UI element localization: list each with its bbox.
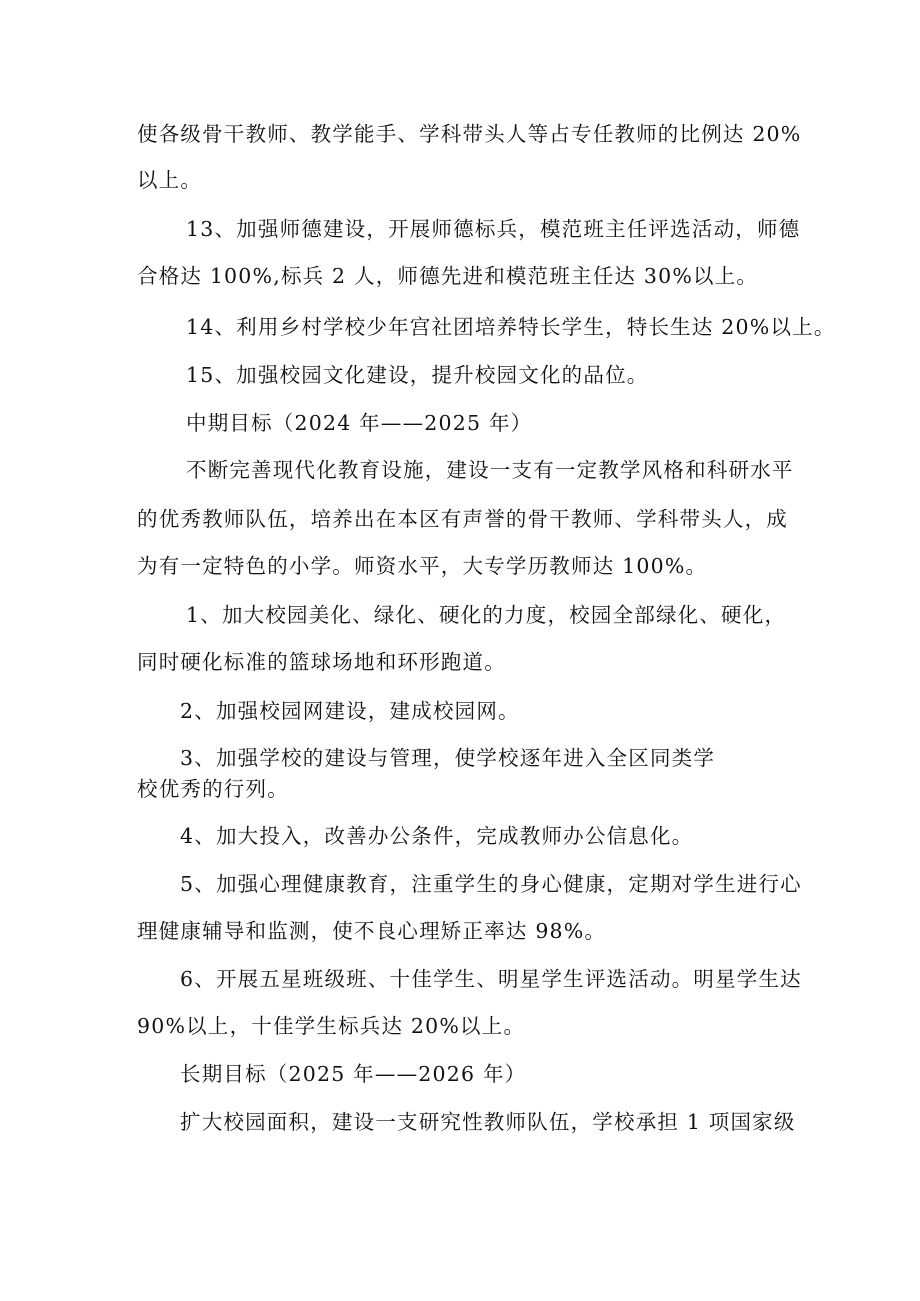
paragraph-line: 理健康辅导和监测，使不良心理矫正率达 98%。 — [137, 919, 607, 943]
paragraph-line: 以上。 — [137, 168, 203, 192]
list-item-13: 13、加强师德建设，开展师德标兵，模范班主任评选活动，师德 — [186, 217, 801, 241]
paragraph-line: 校优秀的行列。 — [137, 777, 289, 801]
paragraph-line: 合格达 100%,标兵 2 人，师德先进和模范班主任达 30%以上。 — [137, 264, 759, 288]
list-item-15: 15、加强校园文化建设，提升校园文化的品位。 — [186, 363, 649, 387]
paragraph-line: 不断完善现代化教育设施，建设一支有一定教学风格和科研水平 — [186, 458, 794, 482]
list-item-14: 14、利用乡村学校少年宫社团培养特长学生，特长生达 20%以上。 — [186, 315, 836, 339]
section-heading-long-term: 长期目标（2025 年——2026 年） — [180, 1062, 527, 1086]
paragraph-line: 为有一定特色的小学。师资水平，大专学历教师达 100%。 — [137, 554, 708, 578]
list-item-2: 2、加强校园网建设，建成校园网。 — [180, 699, 520, 723]
paragraph-line: 使各级骨干教师、教学能手、学科带头人等占专任教师的比例达 20% — [137, 122, 802, 146]
list-item-6: 6、开展五星班级班、十佳学生、明星学生评选活动。明星学生达 — [180, 967, 802, 991]
list-item-1: 1、加大校园美化、绿化、硬化的力度，校园全部绿化、硬化， — [186, 603, 787, 627]
section-heading-mid-term: 中期目标（2024 年——2025 年） — [186, 411, 533, 435]
list-item-5: 5、加强心理健康教育，注重学生的身心健康，定期对学生进行心 — [180, 872, 802, 896]
paragraph-line: 的优秀教师队伍，培养出在本区有声誉的骨干教师、学科带头人，成 — [137, 507, 788, 531]
paragraph-line: 扩大校园面积，建设一支研究性教师队伍，学校承担 1 项国家级 — [180, 1110, 796, 1134]
paragraph-line: 同时硬化标准的篮球场地和环形跑道。 — [137, 650, 506, 674]
paragraph-line: 90%以上，十佳学生标兵达 20%以上。 — [137, 1014, 526, 1038]
list-item-4: 4、加大投入，改善办公条件，完成教师办公信息化。 — [180, 824, 694, 848]
list-item-3: 3、加强学校的建设与管理，使学校逐年进入全区同类学 — [180, 746, 716, 770]
